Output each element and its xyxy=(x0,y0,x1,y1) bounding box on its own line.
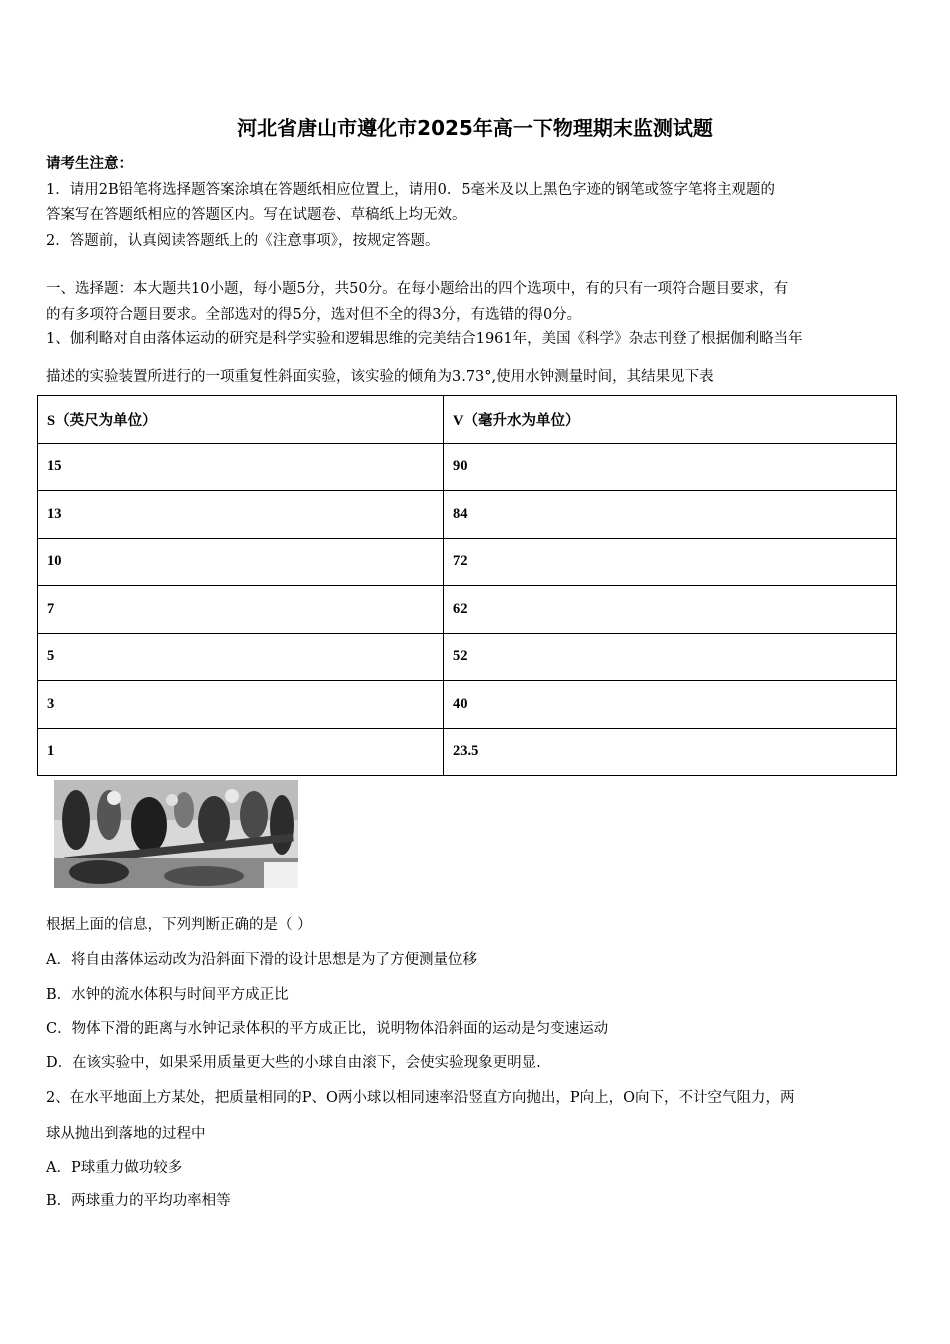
q2-option-a: A．P球重力做功较多 xyxy=(46,1160,183,1176)
section-line-2: 的有多项符合题目要求。全部选对的得5分，选对但不全的得3分，有选错的得0分。 xyxy=(46,307,582,323)
table-cell: 52 xyxy=(444,633,897,681)
q2-option-b: B．两球重力的平均功率相等 xyxy=(46,1193,231,1209)
table-cell: 5 xyxy=(38,633,444,681)
section-line-1: 一、选择题：本大题共10小题，每小题5分，共50分。在每小题给出的四个选项中，有的只有一项符合题目要求，有 xyxy=(46,281,789,297)
notice-line-1: 1．请用2B铅笔将选择题答案涂填在答题纸相应位置上，请用0．5毫米及以上黑色字迹的钢笔或签字笔将主观题的 xyxy=(46,182,776,198)
q1-stem-line-2: 描述的实验装置所进行的一项重复性斜面实验，该实验的倾角为3.73°,使用水钟测量时间，其结果见下表 xyxy=(46,369,714,385)
q1-option-a: A．将自由落体运动改为沿斜面下滑的设计思想是为了方便测量位移 xyxy=(46,952,477,968)
table-row xyxy=(38,586,897,634)
q2-stem-line-2: 球从抛出到落地的过程中 xyxy=(46,1126,206,1142)
page-title: 河北省唐山市遵化市2025年高一下物理期末监测试题 xyxy=(237,116,713,140)
table-cell: 1 xyxy=(38,728,444,776)
q1-option-d: D．在该实验中，如果采用质量更大些的小球自由滚下，会使实验现象更明显. xyxy=(46,1055,541,1071)
notice-line-2: 答案写在答题纸相应的答题区内。写在试题卷、草稿纸上均无效。 xyxy=(46,207,467,223)
table-header-cell: V（毫升水为单位） xyxy=(444,396,897,444)
q2-stem-line-1: 2、在水平地面上方某处，把质量相同的P、O两小球以相同速率沿竖直方向抛出，P向上，O向下，不计空气阻力，两 xyxy=(46,1090,795,1106)
table-cell: 15 xyxy=(38,443,444,491)
table-header-cell: S（英尺为单位） xyxy=(38,396,444,444)
table-cell: 84 xyxy=(444,491,897,539)
table-cell: 40 xyxy=(444,681,897,729)
table-cell: 90 xyxy=(444,443,897,491)
table-cell: 72 xyxy=(444,538,897,586)
notice-line-3: 2．答题前，认真阅读答题纸上的《注意事项》，按规定答题。 xyxy=(46,233,440,249)
table-cell: 13 xyxy=(38,491,444,539)
q1-stem-line-1: 1、伽利略对自由落体运动的研究是科学实验和逻辑思维的完美结合1961年，美国《科学》杂志刊登了根据伽利略当年 xyxy=(46,331,803,347)
notice-heading: 请考生注意： xyxy=(46,155,133,172)
table-row xyxy=(38,728,897,776)
table-cell: 23.5 xyxy=(444,728,897,776)
table-cell: 7 xyxy=(38,586,444,634)
table-row xyxy=(38,633,897,681)
table-row xyxy=(38,491,897,539)
q1-option-c: C．物体下滑的距离与水钟记录体积的平方成正比，说明物体沿斜面的运动是匀变速运动 xyxy=(46,1021,609,1037)
table-row xyxy=(38,681,897,729)
table-cell: 62 xyxy=(444,586,897,634)
q1-option-b: B．水钟的流水体积与时间平方成正比 xyxy=(46,987,289,1003)
q1-prompt: 根据上面的信息，下列判断正确的是（ ） xyxy=(46,917,312,933)
table-cell: 3 xyxy=(38,681,444,729)
q1-data-table xyxy=(37,395,897,776)
table-row xyxy=(38,443,897,491)
table-cell: 10 xyxy=(38,538,444,586)
table-row xyxy=(38,538,897,586)
table-header-row xyxy=(38,396,897,444)
experiment-photo xyxy=(54,780,298,888)
